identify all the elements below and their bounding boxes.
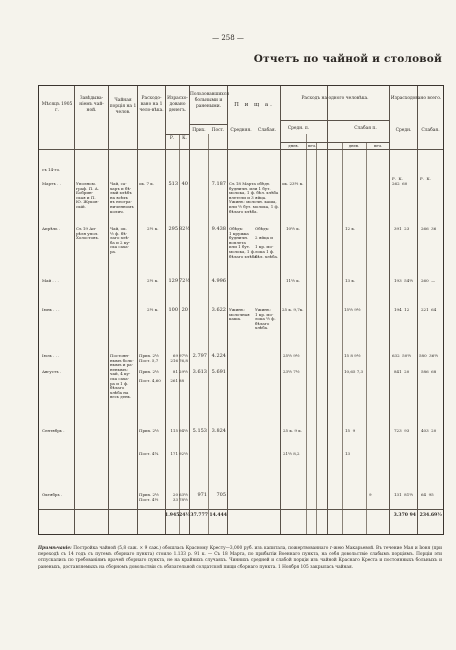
footnote xyxy=(38,546,442,571)
header-expense: Расходо-вано на 1 чело-вѣка. xyxy=(139,96,164,113)
sub-day-1: днев. xyxy=(288,143,299,148)
row-july-p1: 2.797 xyxy=(192,353,207,359)
row-june-total-weak: 221 64 xyxy=(421,307,437,312)
total-kop: 24½ xyxy=(179,513,191,518)
row-june-month: Iюнь . . . xyxy=(42,307,60,312)
row-march-total-weak: Р. К. xyxy=(420,176,431,181)
row-september-per-weak: 15 9 13 xyxy=(345,428,356,456)
row-october-total-mid: 131 81½ xyxy=(394,492,414,497)
row-may-total-weak: 260 — xyxy=(421,278,436,283)
row-march-manager: Уполном. граф. П. А. Бобрин- ская и П. Ю. Жуков- скій. xyxy=(76,181,100,209)
row-october-total-weak: 64 95 xyxy=(421,492,434,497)
header-kop: К. xyxy=(182,136,187,141)
row-april-total-weak: 266 36 xyxy=(421,226,437,231)
row-september-kop: 94½ 92½ xyxy=(179,428,188,456)
header-outpatients: Пост. xyxy=(211,128,225,133)
row-may-per-mid: 11½ к. xyxy=(286,278,301,283)
row-march-tea: Чай, са- харъ и бѣ- лый хлѣбъ на всѣхъ въ неогра- ниченномъ колич. xyxy=(110,181,134,214)
row-june-kop: 20 xyxy=(181,307,188,313)
row-july-per-weak: 15 8 9½ xyxy=(344,353,361,358)
row-march-month: Мартъ . . xyxy=(42,181,61,186)
row-july-tea: Постоян- нымъ боль- нымъ и ра- ненымъ: чай, 4 ку- ска саха- ра и 1 ф. бѣлаго хлѣба на весь день. xyxy=(110,353,134,400)
row-may-month: Май . . . xyxy=(42,278,59,283)
row-may-kop: 72½ xyxy=(179,278,191,284)
row-april-kop: 82½ xyxy=(179,226,191,232)
row-may-per-weak: 13 к. xyxy=(345,278,356,283)
row-september-p1: 5.153 xyxy=(192,428,207,434)
row-august-rub: 81 261 xyxy=(170,369,178,384)
header-food-mid: Средняя. xyxy=(230,128,252,133)
row-august-p1: 3.613 xyxy=(192,369,207,375)
row-april-tea: Чай, ок. ½ ф. бѣ- лаго хлѣ- ба и 2 ку- ска саха- ра. xyxy=(110,226,131,254)
report-table xyxy=(38,85,444,535)
row-september-month: Сентябрь . xyxy=(42,428,65,433)
footnote-text: Постройка чайной (5,8 саж. × 9 саж.) обошлась Красному Кресту—3,000 руб. изъ капитала, пожертвованнаго г-жею Макарьевой. Въ течение Мая и Iюня (при переходѣ съ 14 годъ съ путемъ сборнаго пункта) стоило 1.133 р. 91 к. — Съ 18 Марта, по прибытiи Военнаго пункта, на себя довольствiе слабымъ порцiямъ. Порцiи эти отпускались по требованiямъ врачей сборнаго пункта, не на крайнихъ случаяхъ. Чиннихъ средней и слабой порцiи изъ чайной Краснаго Креста и постоянныхъ больныхъ и раненыхъ, доставляемыхъ на сборномъ довольствiи съ обязательной солдатской пищи сборнаго пункта. 1 Ноября 105 закрылась чайная. xyxy=(38,546,442,570)
row-august-per-mid: 23½ 7½ xyxy=(283,369,300,374)
row-september-p2: 3.824 xyxy=(211,428,226,434)
row-september-total-weak: 403 20 xyxy=(421,428,437,433)
footnote-label: Примѣчаніе: xyxy=(38,546,72,551)
header-spent-weak: Слабая. xyxy=(421,128,440,133)
row-june-rub: 100 xyxy=(168,307,178,313)
header-spent-mid: Средн. xyxy=(395,128,412,133)
row-march-p2: 7.187 xyxy=(211,181,226,187)
row-october-month: Октябрь . xyxy=(42,492,63,497)
header-per-person: Расходъ на одного человѣка. xyxy=(301,96,369,101)
header-per-weak: Слабая п. xyxy=(354,126,377,131)
page-title: Отчетъ по чайной и столовой xyxy=(253,53,442,65)
row-june-per-mid: 25 к. 9,7к. xyxy=(282,307,304,312)
row-may-expense: 2½ к. xyxy=(147,278,159,283)
total-p1: 37.777 xyxy=(190,513,208,518)
row-september-rub: 115 171 xyxy=(170,428,178,456)
row-april-total-mid: 391 23 xyxy=(394,226,410,231)
sub-ven-1: веч. xyxy=(307,143,317,148)
row-october-p1: 971 xyxy=(197,492,207,498)
row-august-kop: 29½ 88 xyxy=(179,369,188,384)
header-spent: Израсхо-довано денегъ. xyxy=(167,96,188,113)
sub-day-2: днев. xyxy=(348,143,360,148)
header-spent-all: Израсходовано всего. xyxy=(390,96,442,101)
row-october-rub: 20 33 xyxy=(172,492,178,502)
row-june-food-mid: Ужинъ: молочная каша. xyxy=(229,307,250,322)
row-june-p2: 3.622 xyxy=(211,307,226,313)
row-march-per-mid: ок. 23½ к. xyxy=(282,181,304,186)
header-food: П и щ а. xyxy=(234,102,274,108)
row-july-total-weak: 580 36½ xyxy=(419,353,439,358)
row-july-rub: 69 216 xyxy=(170,353,178,363)
row-august-total-weak: 586 68 xyxy=(421,369,437,374)
row-start-label: съ 14-го. xyxy=(42,167,61,172)
header-manager: Завѣдыва-нiемъ чай-ной. xyxy=(79,96,104,113)
row-july-total-mid: 632 50½ xyxy=(392,353,412,358)
sub-ven-2: веч. xyxy=(373,143,383,148)
row-august-total-mid: 841 20 xyxy=(394,369,410,374)
row-august-per-weak: 10,65 7,3 xyxy=(344,369,364,374)
header-inpatients: Прих. xyxy=(192,128,206,133)
row-april-p2: 9.438 xyxy=(211,226,226,232)
header-per-mid: Средн. п. xyxy=(287,126,310,131)
row-april-month: Апрѣль . xyxy=(42,226,60,231)
row-september-expense: Прих. 2½ Пост. 4¾ xyxy=(139,428,159,456)
row-june-expense: 2½ к. xyxy=(147,307,159,312)
row-october-p2: 705 xyxy=(216,492,226,498)
row-august-p2: 5.691 xyxy=(211,369,226,375)
page-number: — 258 — xyxy=(212,34,244,42)
total-spent-weak: 234.69½ xyxy=(419,513,442,518)
total-spent-mid: 3.370 94 xyxy=(393,513,416,518)
row-october-per-weak: 9 xyxy=(369,492,372,497)
row-july-p2: 4.224 xyxy=(211,353,226,359)
row-april-food-mid: Обѣдъ: 1 кружка будничн. воплета или 1 бут. молока, 1 ф. бѣлаго хлѣба. xyxy=(229,226,258,259)
row-april-food-weak: Обѣдъ: 2 яйца и 1 кр. мо- лока 1 ф. бѣл. хлѣба. xyxy=(255,226,279,259)
row-may-total-mid: 193 54½ xyxy=(394,278,414,283)
row-july-expense: Прих. 2½ Пост. 5,7 xyxy=(139,353,159,363)
total-p2: 14.444 xyxy=(209,513,227,518)
row-june-per-weak: 15½ 9½ xyxy=(344,307,361,312)
row-june-food-weak: Ужинъ: 1 кр. мо- лока ½ ф. бѣлаго хлѣба. xyxy=(255,307,276,331)
row-october-expense: Прих. 2½ Пост. 4½ xyxy=(139,492,159,502)
row-april-per-mid: 10½ к. xyxy=(286,226,301,231)
row-september-per-mid: 25 к. 9 к. 21½ 8,2 xyxy=(283,428,302,456)
header-rub: Р. xyxy=(169,136,175,141)
row-march-expense: ок. 7 к. xyxy=(139,181,155,186)
row-march-food: Съ 18 Марта обѣдъ будничн. или 1 бут. молока, 1 ф. бѣл. хлѣба влетели и 3 яйца. Ужинъ: молочн. каша, или ½ бут. молока, 1 ф. бѣлаго хлѣба. xyxy=(229,181,279,214)
row-may-rub: 129 xyxy=(168,278,178,284)
header-patients: Пользовавшихся больными и ранеными. xyxy=(190,92,229,109)
row-april-rub: 295 xyxy=(168,226,178,232)
row-july-per-mid: 25½ 9½ xyxy=(283,353,300,358)
row-july-month: Iюль . . . xyxy=(42,353,60,358)
row-april-per-weak: 12 к. xyxy=(345,226,356,231)
row-march-total-mid: Р. К. 262 60 xyxy=(392,176,408,186)
row-march-kop: 40 xyxy=(181,181,188,187)
row-october-kop: 63½ 78½ xyxy=(179,492,188,502)
total-rub: 1.945 xyxy=(165,513,180,518)
row-september-total-mid: 723 93 xyxy=(394,428,410,433)
row-august-expense: Прих. 2½ Пост. 4,60 xyxy=(139,369,161,384)
row-april-expense: 2½ к. xyxy=(147,226,159,231)
row-april-manager: Съ 19 Ап- рѣля упол. Холостовъ. xyxy=(76,226,100,241)
row-june-total-mid: 194 12 xyxy=(394,307,410,312)
header-tea-portion: Чайная порцiя на 1 челов. xyxy=(109,98,137,115)
row-may-p2: 4.996 xyxy=(211,278,226,284)
header-month: Мѣсяцъ 1905 г. xyxy=(41,102,73,113)
row-july-kop: 97½ 76,8 xyxy=(179,353,188,363)
row-august-month: Августъ . xyxy=(42,369,62,374)
row-march-rub: 513 xyxy=(168,181,178,187)
header-food-weak: Слабая. xyxy=(257,128,277,133)
